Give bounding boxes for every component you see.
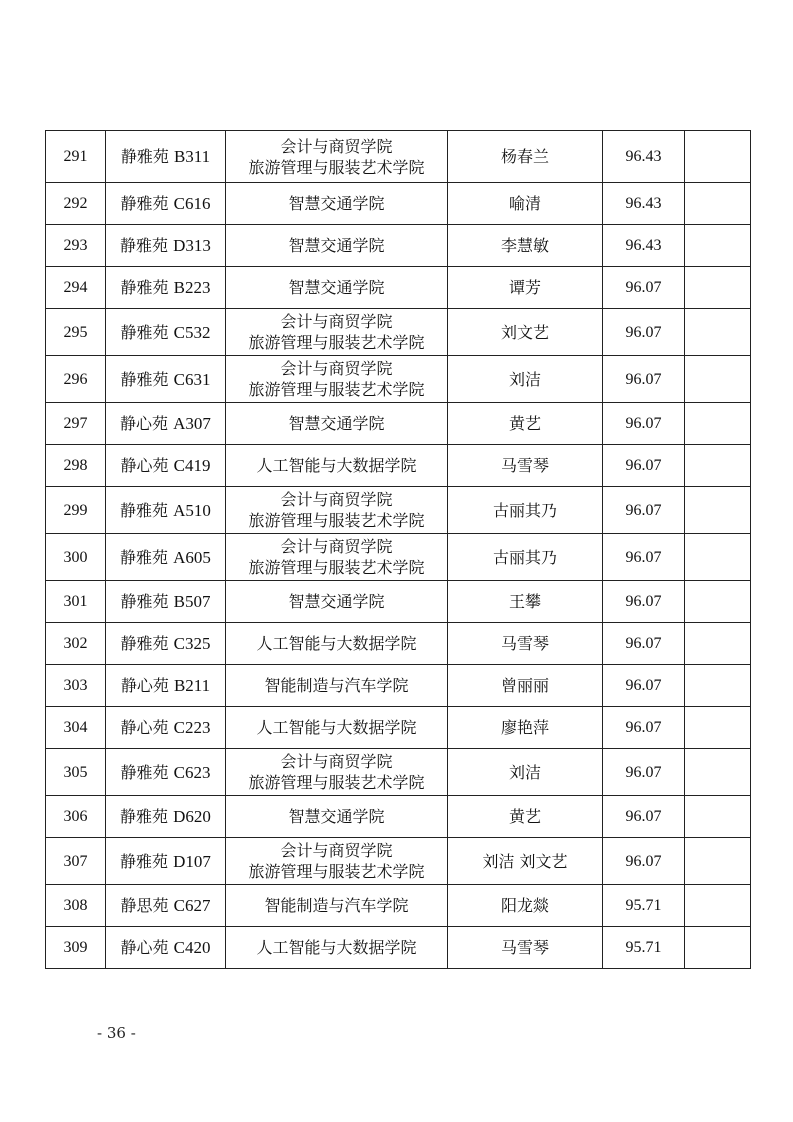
college-cell <box>226 225 448 267</box>
table-row <box>46 309 751 356</box>
remark-cell <box>685 796 751 838</box>
room-number: B311 <box>173 147 211 166</box>
score-cell: 95.71 <box>603 927 685 969</box>
college-cell <box>226 838 448 885</box>
room-number: C627 <box>173 896 211 915</box>
room-number: A307 <box>173 414 211 433</box>
student-name-cell: 曾丽丽 <box>448 665 603 707</box>
score-cell: 96.07 <box>603 623 685 665</box>
dormitory-building: 静雅苑 <box>120 547 169 567</box>
student-name-cell: 刘洁 <box>448 356 603 403</box>
score-cell: 96.07 <box>603 356 685 403</box>
rank-number-cell: 291 <box>46 131 106 183</box>
rank-number-cell: 294 <box>46 267 106 309</box>
college-name: 人工智能与大数据学院 <box>256 718 417 737</box>
room-number: C616 <box>173 194 211 213</box>
dormitory-cell <box>106 927 226 969</box>
score-cell: 96.07 <box>603 838 685 885</box>
table-row <box>46 356 751 403</box>
remark-cell <box>685 838 751 885</box>
score-cell: 96.07 <box>603 534 685 581</box>
dormitory-building: 静雅苑 <box>120 592 169 611</box>
score-cell: 96.07 <box>603 445 685 487</box>
student-name-cell: 王攀 <box>448 581 603 623</box>
student-name-cell: 喻清 <box>448 183 603 225</box>
dormitory-ranking-table <box>45 130 751 969</box>
score-cell: 96.07 <box>603 581 685 623</box>
rank-number-cell: 302 <box>46 623 106 665</box>
dormitory-building: 静雅苑 <box>120 634 169 653</box>
student-name-cell: 阳龙燚 <box>448 885 603 927</box>
remark-cell <box>685 885 751 927</box>
dormitory-cell <box>106 581 226 623</box>
score-cell: 96.43 <box>603 183 685 225</box>
college-name: 旅游管理与服装艺术学院 <box>248 558 425 577</box>
table-row <box>46 267 751 309</box>
dormitory-building: 静雅苑 <box>120 807 169 826</box>
remark-cell <box>685 487 751 534</box>
college-name: 人工智能与大数据学院 <box>256 938 417 957</box>
table-row <box>46 183 751 225</box>
remark-cell <box>685 665 751 707</box>
dormitory-cell <box>106 838 226 885</box>
rank-number-cell: 301 <box>46 581 106 623</box>
rank-number-cell: 305 <box>46 749 106 796</box>
dormitory-building: 静心苑 <box>120 718 169 737</box>
student-name-cell: 马雪琴 <box>448 445 603 487</box>
table-row <box>46 927 751 969</box>
dormitory-building: 静雅苑 <box>120 762 169 782</box>
rank-number-cell: 308 <box>46 885 106 927</box>
table-row <box>46 487 751 534</box>
table-row <box>46 403 751 445</box>
room-number: C532 <box>173 322 211 342</box>
student-name-cell: 古丽其乃 <box>448 487 603 534</box>
rank-number-cell: 304 <box>46 707 106 749</box>
room-number: D620 <box>173 807 211 826</box>
college-cell <box>226 665 448 707</box>
student-name-cell: 杨春兰 <box>448 131 603 183</box>
score-cell: 96.07 <box>603 749 685 796</box>
college-cell <box>226 487 448 534</box>
remark-cell <box>685 403 751 445</box>
room-number: C325 <box>173 634 211 653</box>
college-name: 智慧交通学院 <box>288 236 385 255</box>
college-cell <box>226 183 448 225</box>
score-cell: 96.07 <box>603 487 685 534</box>
room-number: C223 <box>173 718 211 737</box>
rank-number-cell: 306 <box>46 796 106 838</box>
dormitory-cell <box>106 885 226 927</box>
table-row <box>46 581 751 623</box>
college-cell <box>226 749 448 796</box>
college-cell <box>226 885 448 927</box>
dormitory-cell <box>106 267 226 309</box>
student-name-cell: 黄艺 <box>448 403 603 445</box>
score-cell: 96.07 <box>603 267 685 309</box>
college-cell <box>226 403 448 445</box>
room-number: B223 <box>173 278 211 297</box>
remark-cell <box>685 534 751 581</box>
remark-cell <box>685 749 751 796</box>
dormitory-building: 静心苑 <box>120 414 169 433</box>
college-cell <box>226 309 448 356</box>
college-cell <box>226 927 448 969</box>
table-row <box>46 445 751 487</box>
rank-number-cell: 292 <box>46 183 106 225</box>
remark-cell <box>685 707 751 749</box>
rank-number-cell: 299 <box>46 487 106 534</box>
dormitory-cell <box>106 665 226 707</box>
rank-number-cell: 298 <box>46 445 106 487</box>
room-number: C420 <box>173 938 211 957</box>
dormitory-cell <box>106 749 226 796</box>
dormitory-cell <box>106 707 226 749</box>
remark-cell <box>685 225 751 267</box>
college-name: 会计与商贸学院 <box>280 752 393 771</box>
rank-number-cell: 293 <box>46 225 106 267</box>
page-number: - 36 - <box>97 1024 136 1042</box>
rank-number-cell: 303 <box>46 665 106 707</box>
table-row <box>46 838 751 885</box>
college-name: 会计与商贸学院 <box>280 359 393 378</box>
table-row <box>46 225 751 267</box>
score-cell: 95.71 <box>603 885 685 927</box>
score-cell: 96.07 <box>603 665 685 707</box>
student-name-cell: 廖艳萍 <box>448 707 603 749</box>
college-name: 人工智能与大数据学院 <box>256 634 417 653</box>
dormitory-building: 静心苑 <box>120 456 169 475</box>
room-number: A605 <box>173 547 211 567</box>
remark-cell <box>685 623 751 665</box>
rank-number-cell: 307 <box>46 838 106 885</box>
college-name: 智能制造与汽车学院 <box>264 896 409 915</box>
college-name: 会计与商贸学院 <box>280 490 393 509</box>
room-number: C623 <box>173 762 211 782</box>
college-name: 会计与商贸学院 <box>280 136 393 156</box>
dormitory-building: 静雅苑 <box>120 369 169 389</box>
room-number: B211 <box>173 676 211 695</box>
dormitory-cell <box>106 403 226 445</box>
rank-number-cell: 295 <box>46 309 106 356</box>
student-name-cell: 刘洁 <box>448 749 603 796</box>
room-number: C631 <box>173 369 211 389</box>
room-number: D313 <box>173 236 211 255</box>
dormitory-cell <box>106 796 226 838</box>
room-number: C419 <box>173 456 211 475</box>
college-cell <box>226 796 448 838</box>
student-name-cell: 李慧敏 <box>448 225 603 267</box>
college-cell <box>226 267 448 309</box>
remark-cell <box>685 183 751 225</box>
table-row <box>46 796 751 838</box>
table-row <box>46 131 751 183</box>
college-name: 会计与商贸学院 <box>280 312 393 331</box>
dormitory-cell <box>106 225 226 267</box>
remark-cell <box>685 927 751 969</box>
score-cell: 96.07 <box>603 309 685 356</box>
student-name-cell: 古丽其乃 <box>448 534 603 581</box>
college-name: 旅游管理与服装艺术学院 <box>248 157 425 177</box>
dormitory-building: 静雅苑 <box>120 194 169 213</box>
student-name-cell: 黄艺 <box>448 796 603 838</box>
dormitory-cell <box>106 356 226 403</box>
college-name: 人工智能与大数据学院 <box>256 456 417 475</box>
table-row <box>46 707 751 749</box>
room-number: D107 <box>173 851 211 871</box>
score-cell: 96.43 <box>603 225 685 267</box>
college-cell <box>226 623 448 665</box>
dormitory-building: 静雅苑 <box>120 236 169 255</box>
dormitory-building: 静心苑 <box>120 676 169 695</box>
college-name: 智能制造与汽车学院 <box>264 676 409 695</box>
dormitory-building: 静心苑 <box>120 938 169 957</box>
table-row <box>46 749 751 796</box>
score-cell: 96.07 <box>603 796 685 838</box>
student-name-cell: 刘文艺 <box>448 309 603 356</box>
dormitory-cell <box>106 183 226 225</box>
dormitory-building: 静雅苑 <box>120 851 169 871</box>
college-name: 智慧交通学院 <box>288 194 385 213</box>
student-name-cell: 马雪琴 <box>448 927 603 969</box>
dormitory-cell <box>106 445 226 487</box>
remark-cell <box>685 267 751 309</box>
college-cell <box>226 356 448 403</box>
college-name: 智慧交通学院 <box>288 414 385 433</box>
rank-number-cell: 296 <box>46 356 106 403</box>
college-cell <box>226 534 448 581</box>
rank-number-cell: 309 <box>46 927 106 969</box>
college-name: 智慧交通学院 <box>288 807 385 826</box>
room-number: A510 <box>173 500 211 520</box>
table-row <box>46 534 751 581</box>
score-cell: 96.43 <box>603 131 685 183</box>
score-cell: 96.07 <box>603 403 685 445</box>
college-name: 会计与商贸学院 <box>280 537 393 556</box>
college-cell <box>226 445 448 487</box>
dormitory-building: 静雅苑 <box>120 278 169 297</box>
college-name: 旅游管理与服装艺术学院 <box>248 333 425 352</box>
table-body <box>46 131 751 969</box>
rank-number-cell: 297 <box>46 403 106 445</box>
score-cell: 96.07 <box>603 707 685 749</box>
dormitory-cell <box>106 534 226 581</box>
dormitory-cell <box>106 309 226 356</box>
college-name: 智慧交通学院 <box>288 278 385 297</box>
college-name: 旅游管理与服装艺术学院 <box>248 773 425 792</box>
room-number: B507 <box>173 592 211 611</box>
remark-cell <box>685 445 751 487</box>
dormitory-cell <box>106 131 226 183</box>
college-cell <box>226 131 448 183</box>
dormitory-building: 静雅苑 <box>120 322 169 342</box>
student-name-cell: 刘洁 刘文艺 <box>448 838 603 885</box>
table-row <box>46 885 751 927</box>
college-name: 会计与商贸学院 <box>280 841 393 860</box>
student-name-cell: 马雪琴 <box>448 623 603 665</box>
college-name: 旅游管理与服装艺术学院 <box>248 380 425 399</box>
college-name: 智慧交通学院 <box>288 592 385 611</box>
remark-cell <box>685 356 751 403</box>
remark-cell <box>685 309 751 356</box>
dormitory-building: 静雅苑 <box>120 147 169 166</box>
college-cell <box>226 707 448 749</box>
dormitory-building: 静雅苑 <box>120 500 169 520</box>
dormitory-building: 静思苑 <box>120 896 169 915</box>
college-cell <box>226 581 448 623</box>
dormitory-cell <box>106 487 226 534</box>
remark-cell <box>685 581 751 623</box>
rank-number-cell: 300 <box>46 534 106 581</box>
remark-cell <box>685 131 751 183</box>
table-row <box>46 623 751 665</box>
college-name: 旅游管理与服装艺术学院 <box>248 511 425 530</box>
table-row <box>46 665 751 707</box>
student-name-cell: 谭芳 <box>448 267 603 309</box>
dormitory-cell <box>106 623 226 665</box>
college-name: 旅游管理与服装艺术学院 <box>248 862 425 881</box>
